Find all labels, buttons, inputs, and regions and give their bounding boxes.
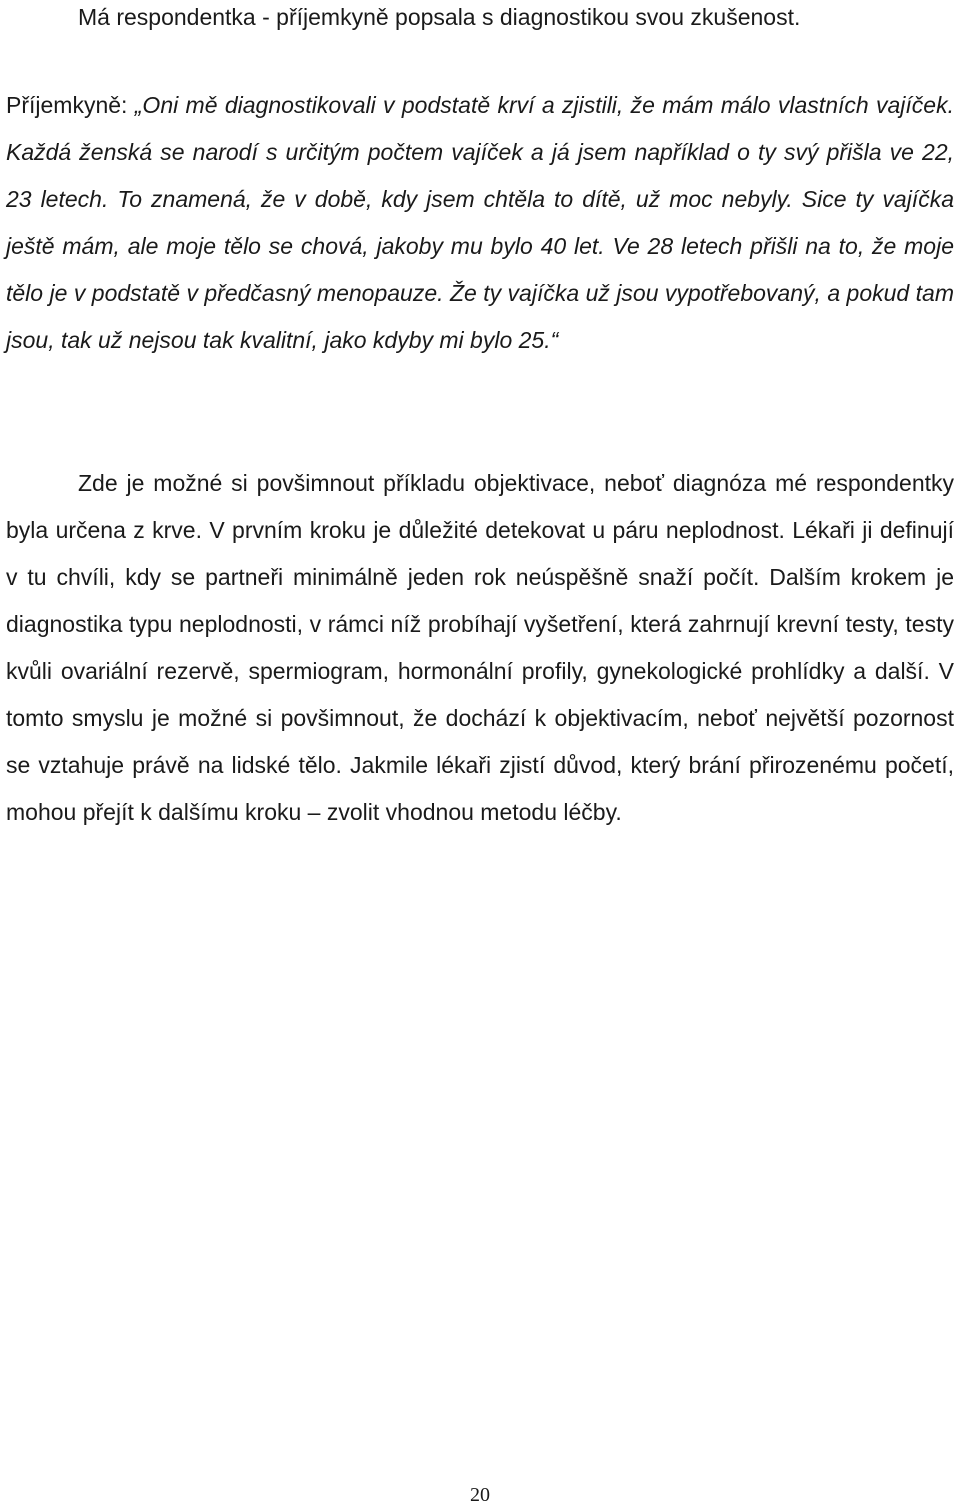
page-number: 20 xyxy=(470,1484,490,1506)
intro-paragraph: Má respondentka - příjemkyně popsala s diagnostikou svou zkušenost. xyxy=(78,4,801,30)
quote-text: „Oni mě diagnostikovali v podstatě krví a zjistili, že mám málo vlastních vajíček. Každá ženská se narodí s určitým počtem vajíček a já jsem například o ty svý přišla ve 22, 23 letech. To znamená, že v době, kdy jsem chtěla to dítě, už moc nebyly. Sice ty vajíčka ještě mám, ale moje tělo se chová, jakoby mu bylo 40 let. Ve 28 letech přišli na to, že moje tělo je v podstatě v předčasný menopauze. Že ty vajíčka už jsou vypotřebovaný, a pokud tam jsou, tak už nejsou tak kvalitní, jako kdyby mi bylo 25.“ xyxy=(6,92,954,353)
quote-speaker-label: Příjemkyně: xyxy=(6,92,135,118)
respondent-quote xyxy=(6,82,954,364)
document-page xyxy=(6,0,954,1509)
analysis-paragraph: Zde je možné si povšimnout příkladu objektivace, neboť diagnóza mé respondentky byla určena z krve. V prvním kroku je důležité detekovat u páru neplodnost. Lékaři ji definují v tu chvíli, kdy se partneři minimálně jeden rok neúspěšně snaží počít. Dalším krokem je diagnostika typu neplodnosti, v rámci níž probíhají vyšetření, která zahrnují krevní testy, testy kvůli ovariální rezervě, spermiogram, hormonální profily, gynekologické prohlídky a další. V tomto smyslu je možné si povšimnout, že dochází k objektivacím, neboť největší pozornost se vztahuje právě na lidské tělo. Jakmile lékaři zjistí důvod, který brání přirozenému početí, mohou přejít k dalšímu kroku – zvolit vhodnou metodu léčby. xyxy=(6,470,954,825)
